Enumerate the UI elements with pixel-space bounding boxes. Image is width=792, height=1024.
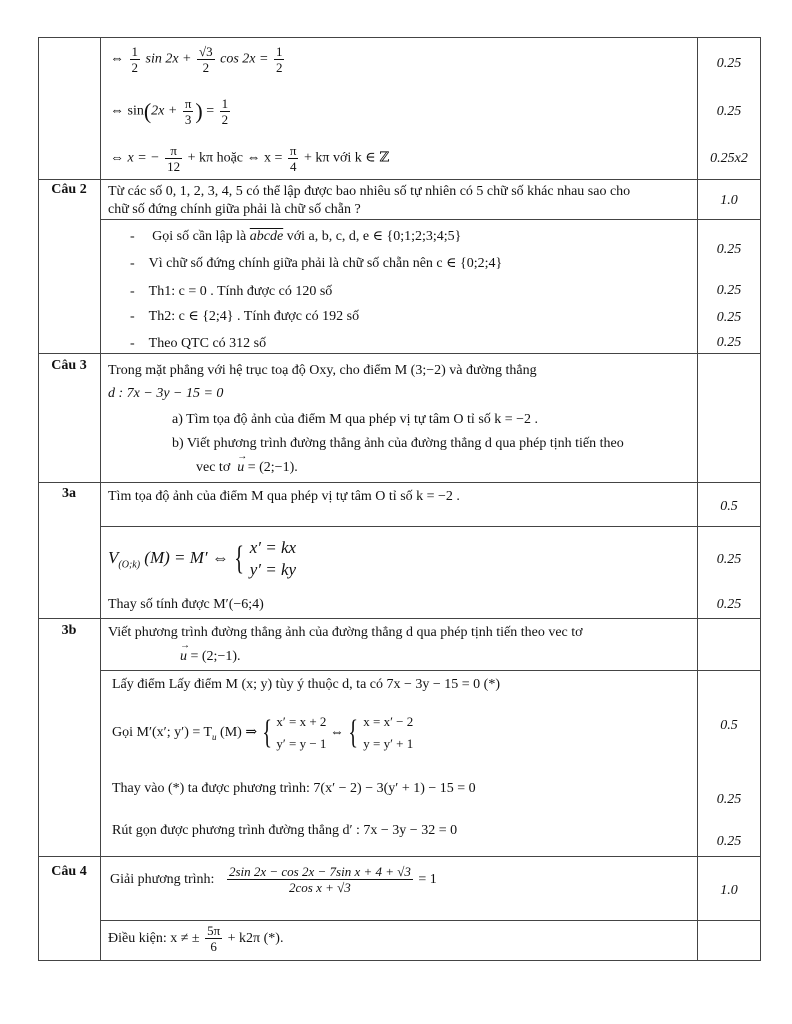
result-line: Thay số tính được M′(−6;4): [108, 597, 264, 612]
score-cell: 0.25: [716, 834, 742, 849]
fraction: $\frac{1}{2}$: [131, 44, 138, 75]
row-divider: [100, 670, 761, 671]
equation-system: x′ = kx y′ = ky: [249, 538, 297, 580]
list-item: - Th1: c = 0 . Tính được có 120 số: [130, 284, 333, 299]
question-text: Từ các số 0, 1, 2, 3, 4, 5 có thể lập được bao nhiêu số tự nhiên có 5 chữ số khác nhau sao cho: [108, 184, 631, 199]
score-cell: 0.25x2: [710, 151, 748, 166]
question-text: a) Tìm tọa độ ảnh của điểm M qua phép vị tự tâm O tỉ số k = −2 .: [172, 412, 539, 427]
row-divider: [38, 856, 761, 857]
table-top-border: [38, 37, 761, 38]
question-text: Trong mặt phẳng với hệ trục toạ độ Oxy, cho điểm M (3;−2) và đường thẳng: [108, 363, 537, 378]
table-right-border: [760, 37, 761, 960]
table-bottom-border: [38, 960, 761, 961]
question-text: vec tơ → u = (2;−1).: [196, 459, 298, 477]
list-item: - Th2: c ∈ {2;4} . Tính được có 192 số: [130, 309, 360, 324]
question-label: Câu 2: [51, 182, 87, 197]
question-text: d : 7x − 3y − 15 = 0: [108, 386, 224, 401]
score-cell: 0.5: [720, 499, 738, 514]
row-divider: [100, 920, 761, 921]
score-cell: 0.25: [716, 597, 742, 612]
list-item: - Theo QTC có 312 số: [130, 336, 267, 351]
fraction: $\frac{5\pi}{6}$: [207, 923, 221, 955]
question-text: b) Viết phương trình đường thẳng ảnh của đường thẳng d qua phép tịnh tiến theo: [172, 436, 624, 451]
row-divider: [38, 179, 761, 180]
equation-system: x′ = x + 2 y′ = y − 1: [276, 714, 327, 751]
row-divider: [100, 219, 761, 220]
score-cell: 0.25: [716, 310, 742, 325]
question-text: Tìm tọa độ ảnh của điểm M qua phép vị tự tâm O tỉ số k = −2 .: [108, 489, 460, 504]
row-divider: [38, 482, 761, 483]
score-cell: 1.0: [720, 193, 738, 208]
fraction: $\frac{\pi}{12}$: [167, 143, 181, 174]
equation-line: ⇔ $\frac{1}{2}$ sin 2x + $\frac{√3}{2}$ cos 2x = $\frac{1}{2}$: [110, 44, 283, 75]
row-divider: [38, 353, 761, 354]
question-label: Câu 3: [51, 358, 87, 373]
fraction: $\frac{\pi}{4}$: [289, 143, 297, 174]
table-label-divider: [100, 37, 101, 960]
question-text: → u = (2;−1).: [180, 648, 241, 666]
row-divider: [100, 526, 761, 527]
question-text: chữ số đứng chính giữa phải là chữ số chẵn ?: [108, 202, 361, 217]
score-cell: 0.25: [716, 104, 742, 119]
question-label: Câu 4: [51, 864, 87, 879]
solution-line: Lấy điểm Lấy điểm M (x; y) tùy ý thuộc d, ta có 7x − 3y − 15 = 0 (*): [112, 677, 501, 692]
score-cell: 0.25: [716, 242, 742, 257]
score-cell: 0.25: [716, 283, 742, 298]
equation-line: ⇔ sin(2x + $\frac{\pi}{3}$ ) = $\frac{1}{2}$: [110, 96, 229, 127]
list-item: - Vì chữ số đứng chính giữa phải là chữ số chẵn nên c ∈ {0;2;4}: [130, 256, 503, 271]
fraction: $\frac{1}{2}$: [275, 44, 283, 75]
question-text: Viết phương trình đường thẳng ảnh của đường thẳng d qua phép tịnh tiến theo vec tơ: [108, 625, 583, 640]
fraction: $\frac{\text{2sin 2x − cos 2x − 7sin x + 4 + √3}}{\text{2cos x + √3}}$: [228, 864, 411, 896]
table-score-divider: [697, 37, 698, 960]
fraction: $\frac{√3}{2}$: [199, 44, 213, 75]
solution-line: Gọi M′(x′; $y') = T_u$ (M) ⇒ { x′ = x + 2 y′ = y − 1 ⇔ { x = x′ − 2 y = y′ + 1: [112, 711, 413, 759]
score-cell: 1.0: [720, 883, 738, 898]
equation-line: ⇔ x = − $\frac{\pi}{12}$ + kπ hoặc ⇔ x = $\frac{\pi}{4}$ + kπ với k ∈ ℤ: [110, 143, 390, 174]
score-cell: 0.25: [716, 552, 742, 567]
fraction: $\frac{\pi}{3}$: [184, 96, 192, 127]
solution-line: Thay vào (*) ta được phương trình: 7(x′ − 2) − 3(y′ + 1) − 15 = 0: [112, 781, 476, 796]
score-cell: 0.5: [720, 718, 738, 733]
score-cell: 0.25: [716, 56, 742, 71]
question-label: 3b: [61, 623, 77, 638]
equation-line: $V_{(O;k)}$ (M) = M′ ⇔ { x′ = kx y′ = ky: [108, 538, 297, 580]
solution-line: Rút gọn được phương trình đường thẳng d′ : 7x − 3y − 32 = 0: [112, 823, 458, 838]
row-divider: [38, 618, 761, 619]
question-label: 3a: [62, 486, 76, 501]
equation-system: x = x′ − 2 y = y′ + 1: [363, 714, 414, 751]
list-item: - Gọi số cần lập là abcde với a, b, c, d, e ∈ {0;1;2;3;4;5}: [130, 229, 462, 244]
question-text: Giải phương trình: $\frac{\text{2sin 2x − cos 2x − 7sin x + 4 + √3}}{\text{2cos x + √3}}$ = 1: [110, 864, 437, 896]
fraction: $\frac{1}{2}$: [221, 96, 229, 127]
score-cell: 0.25: [716, 792, 742, 807]
condition-line: Điều kiện: x ≠ ± $\frac{5\pi}{6}$ + k2π (*).: [108, 923, 284, 955]
score-cell: 0.25: [716, 335, 742, 350]
